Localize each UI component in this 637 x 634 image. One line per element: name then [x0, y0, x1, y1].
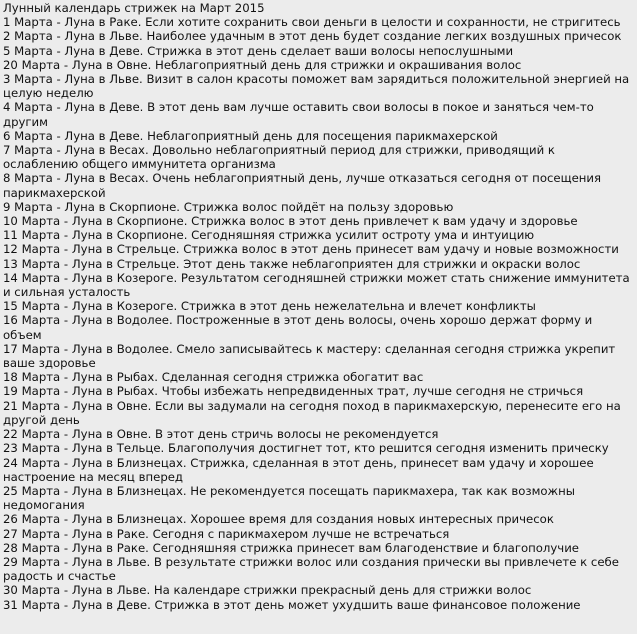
- calendar-entry: 3 Марта - Луна в Льве. Визит в салон красоты поможет вам зарядиться положительной энергией на целую неделю: [3, 72, 630, 101]
- calendar-entry: 31 Марта - Луна в Деве. Стрижка в этот день может ухудшить ваше финансовое положение: [3, 597, 581, 612]
- calendar-entry: 26 Марта - Луна в Близнецах. Хорошее время для создания новых интересных причесок: [3, 512, 554, 527]
- page-title: Лунный календарь стрижек на Март 2015: [3, 1, 265, 15]
- calendar-entry: 22 Марта - Луна в Овне. В этот день стричь волосы не рекомендуется: [3, 427, 439, 442]
- calendar-entry: 2 Марта - Луна в Льве. Наиболее удачным в этот день будет создание легких воздушных причесок: [3, 29, 622, 44]
- calendar-entry: 7 Марта - Луна в Весах. Довольно неблагоприятный период для стрижки, приводящий к ослаблению общего иммунитета организма: [3, 143, 555, 172]
- calendar-entry: 21 Марта - Луна в Овне. Если вы задумали на сегодня поход в парикмахерскую, перенесите его на другой день: [3, 398, 621, 427]
- calendar-entry: 5 Марта - Луна в Деве. Стрижка в этот день сделает ваши волосы непослушными: [3, 43, 514, 58]
- calendar-entry: 15 Марта - Луна в Козероге. Стрижка в этот день нежелательна и влечет конфликты: [3, 299, 536, 314]
- calendar-entry: 24 Марта - Луна в Близнецах. Стрижка, сделанная в этот день, принесет вам удачу и хорошее настроение на месяц вперед: [3, 455, 594, 484]
- calendar-entry: 27 Марта - Луна в Раке. Сегодня с парикмахером лучше не встречаться: [3, 526, 450, 541]
- calendar-entry: 11 Марта - Луна в Скорпионе. Сегодняшняя стрижка усилит остроту ума и интуицию: [3, 228, 535, 243]
- calendar-entry: 10 Марта - Луна в Скорпионе. Стрижка волос в этот день привлечет к вам удачу и здоровье: [3, 214, 578, 229]
- calendar-entry: 13 Марта - Луна в Стрельце. Этот день также неблагоприятен для стрижки и окраски волос: [3, 256, 581, 271]
- calendar-entry: 23 Марта - Луна в Тельце. Благополучия достигнет тот, кто решится сегодня изменить прическу: [3, 441, 609, 456]
- calendar-entry: 14 Марта - Луна в Козероге. Результатом сегодняшней стрижки может стать снижение иммунитета и сильная усталость: [3, 270, 630, 300]
- calendar-entry: 9 Марта - Луна в Скорпионе. Стрижка волос пойдёт на пользу здоровью: [3, 199, 454, 214]
- calendar-entry: 30 Марта - Луна в Льве. На календаре стрижки прекрасный день для стрижки волос: [3, 583, 532, 598]
- calendar-entry: 18 Марта - Луна в Рыбах. Сделанная сегодня стрижка обогатит вас: [3, 370, 424, 385]
- calendar-entry: 20 Марта - Луна в Овне. Неблагоприятный день для стрижки и окрашивания волос: [3, 57, 522, 72]
- calendar-entry: 4 Марта - Луна в Деве. В этот день вам лучше оставить свои волосы в покое и заняться чем-то другим: [3, 100, 594, 129]
- calendar-entry: 28 Марта - Луна в Раке. Сегодняшняя стрижка принесет вам благоденствие и благополучие: [3, 540, 579, 555]
- calendar-entry: 12 Марта - Луна в Стрельце. Стрижка волос в этот день принесет вам удачу и новые возможности: [3, 242, 619, 257]
- calendar-entry: 29 Марта - Луна в Льве. В результате стрижки волос или создания прически вы привлечете к себе радость и счастье: [3, 554, 619, 584]
- calendar-entry: 16 Марта - Луна в Водолее. Построженные в этот день волосы, очень хорошо держат форму и объем: [3, 313, 593, 342]
- calendar-entry: 17 Марта - Луна в Водолее. Смело записывайтесь к мастеру: сделанная сегодня стрижка укрепит ваше здоровье: [3, 341, 616, 371]
- calendar-entry: 1 Марта - Луна в Раке. Если хотите сохранить свои деньги в целости и сохранности, не стригитесь: [3, 15, 621, 30]
- calendar-entry: 8 Марта - Луна в Весах. Очень неблагоприятный день, лучше отказаться сегодня от посещения парикмахерской: [3, 171, 602, 200]
- calendar-entry: 19 Марта - Луна в Рыбах. Чтобы избежать непредвиденных трат, лучше сегодня не стричься: [3, 384, 584, 399]
- calendar-entry: 25 Марта - Луна в Близнецах. Не рекомендуется посещать парикмахера, так как возможны недомогания: [3, 483, 575, 513]
- calendar-entry: 6 Марта - Луна в Деве. Неблагоприятный день для посещения парикмахерской: [3, 128, 498, 143]
